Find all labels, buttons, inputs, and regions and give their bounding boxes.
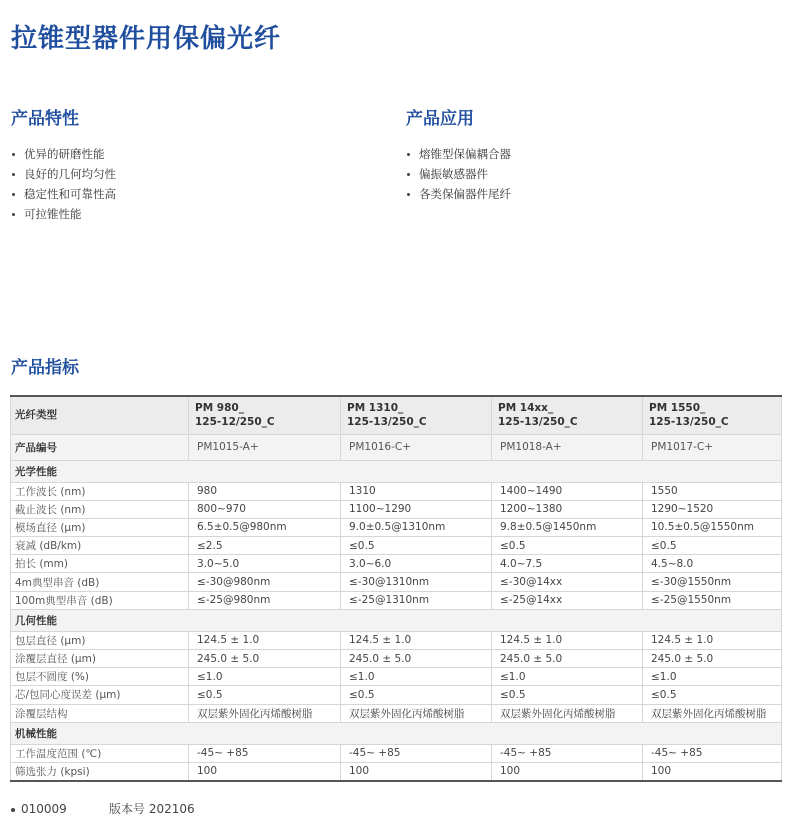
table-cell: 4.0~7.5	[492, 555, 643, 573]
table-row	[11, 650, 782, 668]
table-cell: 245.0 ± 5.0	[643, 650, 782, 668]
fiber-type-cell	[189, 396, 341, 434]
table-row	[11, 668, 782, 686]
application-item: 各类保偏器件尾纤	[406, 184, 511, 204]
product-code-cell: PM1015-A+	[189, 434, 341, 460]
table-cell: 3.0~5.0	[189, 555, 341, 573]
row-label: 包层直径 (μm)	[11, 631, 189, 649]
group-name: 几何性能	[11, 609, 782, 631]
table-cell: 980	[189, 482, 341, 500]
table-cell: 9.8±0.5@1450nm	[492, 518, 643, 536]
table-cell: -45~ +85	[492, 744, 643, 762]
table-cell: 10.5±0.5@1550nm	[643, 518, 782, 536]
footer	[11, 800, 195, 817]
fiber-type-line1: PM 1550_	[649, 402, 706, 415]
footer-bullet	[11, 808, 15, 812]
fiber-type-cell	[492, 396, 643, 434]
table-cell: 800~970	[189, 500, 341, 518]
table-cell: ≤0.5	[492, 686, 643, 704]
table-cell: ≤-30@980nm	[189, 573, 341, 591]
table-cell: 3.0~6.0	[341, 555, 492, 573]
feature-item: 优异的研磨性能	[11, 144, 116, 164]
features-list	[11, 144, 116, 224]
table-cell: 100	[492, 762, 643, 780]
spec-table	[10, 395, 782, 782]
product-code-cell: PM1018-A+	[492, 434, 643, 460]
feature-item: 良好的几何均匀性	[11, 164, 116, 184]
product-code-cell: PM1017-C+	[643, 434, 782, 460]
row-label: 筛选张力 (kpsi)	[11, 762, 189, 780]
specs-heading: 产品指标	[11, 358, 79, 378]
table-cell: 9.0±0.5@1310nm	[341, 518, 492, 536]
fiber-type-line2: 125-13/250_C	[649, 416, 729, 429]
table-cell: 1310	[341, 482, 492, 500]
table-cell: 124.5 ± 1.0	[189, 631, 341, 649]
fiber-type-line1: PM 14xx_	[498, 402, 554, 415]
table-cell: ≤2.5	[189, 537, 341, 555]
fiber-type-label: 光纤类型	[11, 396, 189, 434]
table-cell: 245.0 ± 5.0	[492, 650, 643, 668]
applications-heading: 产品应用	[406, 109, 474, 129]
table-cell: 100	[643, 762, 782, 780]
page-title: 拉锥型器件用保偏光纤	[11, 24, 282, 54]
table-cell: 100	[189, 762, 341, 780]
fiber-type-line2: 125-13/250_C	[498, 416, 578, 429]
group-header-row	[11, 460, 782, 482]
table-cell: 双层紫外固化丙烯酸树脂	[341, 704, 492, 722]
table-cell: -45~ +85	[643, 744, 782, 762]
application-item: 偏振敏感器件	[406, 164, 511, 184]
table-row	[11, 762, 782, 780]
table-cell: ≤0.5	[189, 686, 341, 704]
table-cell: 6.5±0.5@980nm	[189, 518, 341, 536]
document-number: 010009	[21, 802, 67, 816]
table-cell: ≤-30@1550nm	[643, 573, 782, 591]
table-cell: ≤-25@1310nm	[341, 591, 492, 609]
table-cell: 4.5~8.0	[643, 555, 782, 573]
fiber-type-line2: 125-12/250_C	[195, 416, 275, 429]
table-cell: 1290~1520	[643, 500, 782, 518]
group-header-row	[11, 609, 782, 631]
table-row	[11, 537, 782, 555]
table-cell: 双层紫外固化丙烯酸树脂	[189, 704, 341, 722]
row-label: 拍长 (mm)	[11, 555, 189, 573]
table-cell: ≤0.5	[492, 537, 643, 555]
table-row	[11, 555, 782, 573]
table-cell: ≤1.0	[492, 668, 643, 686]
row-label: 涂覆层结构	[11, 704, 189, 722]
table-cell: 1550	[643, 482, 782, 500]
table-cell: ≤-30@1310nm	[341, 573, 492, 591]
table-cell: ≤1.0	[341, 668, 492, 686]
table-cell: 1400~1490	[492, 482, 643, 500]
table-cell: 124.5 ± 1.0	[643, 631, 782, 649]
fiber-type-cell	[643, 396, 782, 434]
row-label: 芯/包同心度误差 (μm)	[11, 686, 189, 704]
row-label: 衰减 (dB/km)	[11, 537, 189, 555]
fiber-type-line1: PM 980_	[195, 402, 244, 415]
application-item: 熔锥型保偏耦合器	[406, 144, 511, 164]
product-code-cell: PM1016-C+	[341, 434, 492, 460]
table-cell: 100	[341, 762, 492, 780]
fiber-type-line2: 125-13/250_C	[347, 416, 427, 429]
row-label: 包层不圆度 (%)	[11, 668, 189, 686]
table-cell: 1200~1380	[492, 500, 643, 518]
version-label: 版本号 202106	[109, 802, 195, 816]
row-label: 4m典型串音 (dB)	[11, 573, 189, 591]
row-label: 工作温度范围 (℃)	[11, 744, 189, 762]
product-code-label: 产品编号	[11, 434, 189, 460]
table-cell: 245.0 ± 5.0	[341, 650, 492, 668]
table-cell: 245.0 ± 5.0	[189, 650, 341, 668]
table-cell: 124.5 ± 1.0	[341, 631, 492, 649]
table-header-row	[11, 396, 782, 434]
fiber-type-line1: PM 1310_	[347, 402, 404, 415]
table-cell: ≤-25@1550nm	[643, 591, 782, 609]
table-row	[11, 591, 782, 609]
table-cell: ≤1.0	[189, 668, 341, 686]
table-cell: ≤-25@14xx	[492, 591, 643, 609]
table-cell: 双层紫外固化丙烯酸树脂	[492, 704, 643, 722]
table-cell: 124.5 ± 1.0	[492, 631, 643, 649]
fiber-type-cell	[341, 396, 492, 434]
table-row	[11, 704, 782, 722]
table-cell: ≤0.5	[643, 537, 782, 555]
group-header-row	[11, 722, 782, 744]
table-row	[11, 631, 782, 649]
row-label: 工作波长 (nm)	[11, 482, 189, 500]
row-label: 截止波长 (nm)	[11, 500, 189, 518]
row-label: 模场直径 (μm)	[11, 518, 189, 536]
table-cell: ≤-25@980nm	[189, 591, 341, 609]
row-label: 涂覆层直径 (μm)	[11, 650, 189, 668]
table-cell: -45~ +85	[189, 744, 341, 762]
group-name: 光学性能	[11, 460, 782, 482]
product-code-row	[11, 434, 782, 460]
table-cell: ≤0.5	[341, 537, 492, 555]
feature-item: 稳定性和可靠性高	[11, 184, 116, 204]
table-cell: 1100~1290	[341, 500, 492, 518]
features-heading: 产品特性	[11, 109, 79, 129]
table-cell: ≤1.0	[643, 668, 782, 686]
feature-item: 可拉锥性能	[11, 204, 116, 224]
group-name: 机械性能	[11, 722, 782, 744]
table-cell: ≤0.5	[341, 686, 492, 704]
table-row	[11, 518, 782, 536]
table-row	[11, 500, 782, 518]
table-cell: ≤0.5	[643, 686, 782, 704]
table-row	[11, 686, 782, 704]
table-row	[11, 573, 782, 591]
table-cell: ≤-30@14xx	[492, 573, 643, 591]
applications-list	[406, 144, 511, 204]
table-cell: -45~ +85	[341, 744, 492, 762]
table-row	[11, 744, 782, 762]
table-row	[11, 482, 782, 500]
table-cell: 双层紫外固化丙烯酸树脂	[643, 704, 782, 722]
row-label: 100m典型串音 (dB)	[11, 591, 189, 609]
